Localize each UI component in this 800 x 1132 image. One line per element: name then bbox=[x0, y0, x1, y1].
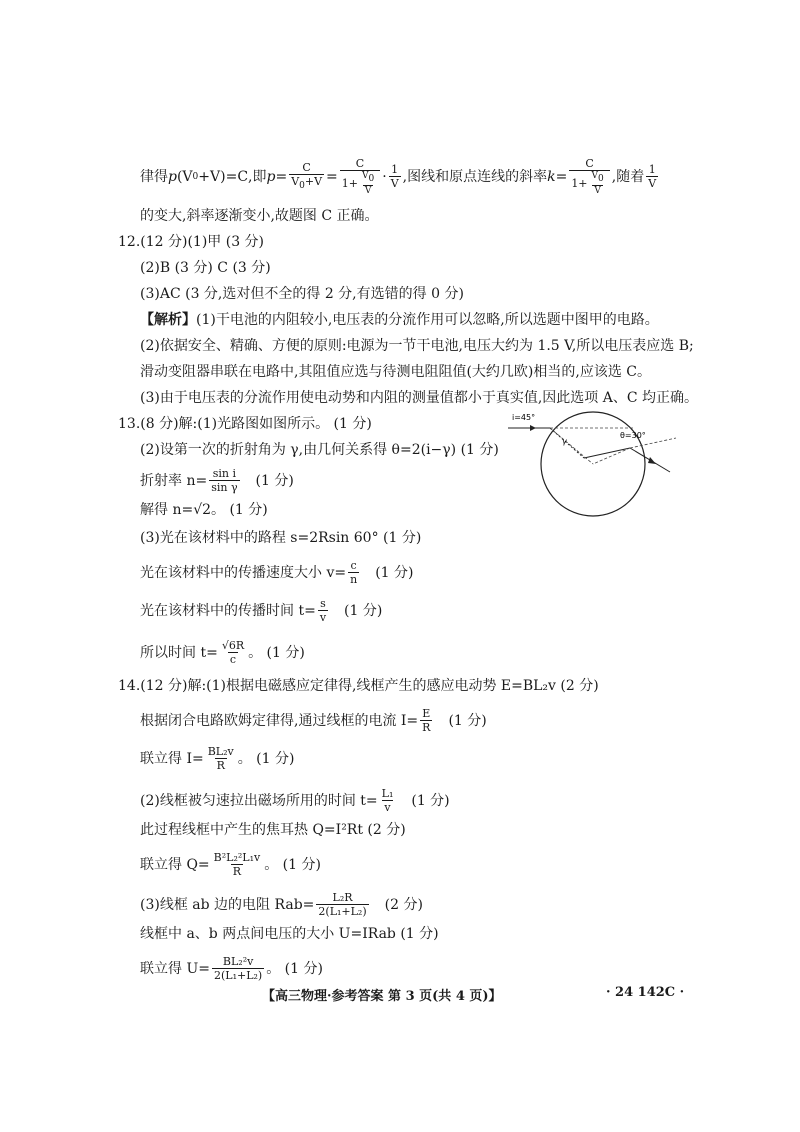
q14-step-8: 线框中 a、b 两点间电压的大小 U=IRab (1 分) bbox=[140, 926, 439, 942]
q13-step-7-label: 光在该材料中的传播时间 t= bbox=[140, 602, 316, 619]
q14-step-7-points: (2 分) bbox=[384, 896, 423, 913]
angle-theta-label: θ=30° bbox=[620, 431, 646, 440]
q14-step-7-num: L₂R bbox=[332, 891, 353, 904]
q14-step-4-num: L₁ bbox=[381, 787, 394, 800]
q13-step-2: (2)设第一次的折射角为 γ,由几何关系得 θ=2(i−γ) (1 分) bbox=[140, 442, 499, 458]
q13-step-3-points: (1 分) bbox=[255, 472, 294, 489]
q13-step-8-num: √6R bbox=[221, 639, 245, 652]
angle-i-label: i=45° bbox=[512, 413, 536, 422]
q14-step-9-points: 。 (1 分) bbox=[266, 960, 323, 977]
q14-step-3-num: BL₂v bbox=[207, 745, 234, 758]
q11-conclusion: 的变大,斜率逐渐变小,故题图 C 正确。 bbox=[140, 208, 379, 224]
q14-step-4 bbox=[140, 788, 450, 813]
q11-text-b: ,即 bbox=[248, 168, 267, 185]
q14-step-4-label: (2)线框被匀速拉出磁场所用的时间 t= bbox=[140, 792, 378, 809]
exit-arrow-icon bbox=[648, 457, 656, 464]
q13-step-7-den: v bbox=[319, 611, 327, 624]
q11-text-d: ,随着 bbox=[611, 168, 645, 185]
q14-step-2-points: (1 分) bbox=[448, 712, 487, 729]
q13-step-8-label: 所以时间 t= bbox=[140, 644, 218, 661]
q13-step-7-num: s bbox=[320, 597, 326, 610]
q12-title: 12.(12 分)(1)甲 (3 分) bbox=[118, 234, 265, 250]
q14-step-7 bbox=[140, 892, 423, 917]
q14-step-2 bbox=[140, 708, 487, 733]
refracted-ray-2 bbox=[584, 448, 630, 458]
q14-step-2-label: 根据闭合电路欧姆定律得,通过线框的电流 I= bbox=[140, 712, 419, 729]
q14-step-6-num: B²L₂²L₁v bbox=[213, 851, 261, 864]
q13-step-6 bbox=[140, 560, 413, 585]
q12-answer-3: (3)AC (3 分,选对但不全的得 2 分,有选错的得 0 分) bbox=[140, 286, 464, 302]
footer-code: · 24 142C · bbox=[606, 985, 685, 1000]
q13-step-6-num: c bbox=[350, 559, 357, 572]
q14-step-2-num: E bbox=[422, 707, 431, 720]
incident-arrow-icon bbox=[530, 425, 536, 431]
q13-step-7-points: (1 分) bbox=[344, 602, 383, 619]
angle-gamma-label: γ bbox=[562, 437, 567, 446]
q13-step-5: (3)光在该材料中的路程 s=2Rsin 60° (1 分) bbox=[140, 530, 422, 546]
q14-step-3-den: R bbox=[216, 759, 225, 772]
q14-step-9-num: BL₂²v bbox=[222, 955, 254, 968]
q13-step-4: 解得 n=√2。 (1 分) bbox=[140, 502, 268, 518]
q12-analysis-1 bbox=[140, 310, 659, 330]
q14-step-9 bbox=[140, 956, 323, 981]
q12-analysis-1-text: (1)干电池的内阻较小,电压表的分流作用可以忽略,所以选题中图甲的电路。 bbox=[196, 312, 659, 328]
q13-step-3 bbox=[140, 468, 294, 493]
q13-step-8-points: 。 (1 分) bbox=[248, 644, 305, 661]
q14-step-6-label: 联立得 Q= bbox=[140, 856, 210, 873]
q14-step-9-label: 联立得 U= bbox=[140, 960, 210, 977]
q14-step-4-den: v bbox=[384, 801, 391, 814]
q14-step-4-points: (1 分) bbox=[411, 792, 450, 809]
q13-step-8 bbox=[140, 640, 305, 665]
analysis-tag: 【解析】 bbox=[140, 312, 196, 328]
footer-title: 【高三物理·参考答案 第 3 页(共 4 页)】 bbox=[262, 989, 502, 1004]
q13-step-6-den: n bbox=[350, 573, 358, 586]
q14-step-2-den: R bbox=[422, 721, 431, 734]
q13-step-3-num: sin i bbox=[212, 467, 236, 480]
q14-step-3 bbox=[140, 746, 294, 771]
q14-step-6 bbox=[140, 852, 321, 877]
normal-line-2 bbox=[593, 448, 630, 464]
q13-step-7 bbox=[140, 598, 382, 623]
q13-step-6-label: 光在该材料中的传播速度大小 v= bbox=[140, 564, 347, 581]
q13-title: 13.(8 分)解:(1)光路图如图所示。 (1 分) bbox=[118, 416, 372, 432]
q12-analysis-3: 滑动变阻器串联在电路中,其阻值应选与待测电阻阻值(大约几欧)相当的,应该选 C。 bbox=[140, 364, 651, 380]
light-path-diagram bbox=[500, 406, 680, 522]
q14-step-7-label: (3)线框 ab 边的电阻 Rab= bbox=[140, 896, 315, 913]
q14-step-6-points: 。 (1 分) bbox=[264, 856, 321, 873]
q13-step-3-den: sin γ bbox=[211, 481, 238, 494]
q12-analysis-4: (3)由于电压表的分流作用使电动势和内阻的测量值都小于真实值,因此选项 A、C 均正确。 bbox=[140, 390, 699, 406]
q14-title: 14.(12 分)解:(1)根据电磁感应定律得,线框产生的感应电动势 E=BL₂v (2 分) bbox=[118, 678, 599, 694]
q13-step-8-den: c bbox=[229, 653, 237, 666]
q14-step-7-den: 2(L₁+L₂) bbox=[318, 905, 367, 918]
q11-text-c: ,图线和原点连线的斜率 bbox=[402, 168, 548, 185]
q14-step-9-den: 2(L₁+L₂) bbox=[213, 969, 263, 982]
page-footer bbox=[0, 985, 800, 1007]
q13-step-6-points: (1 分) bbox=[375, 564, 414, 581]
q13-step-3-label: 折射率 n= bbox=[140, 472, 208, 489]
q11-formula-line: 律得 p (V 0 +V)=C ,即 p = $\frac{C}{V_0+V}$ = C 1+ $\frac{V0}{V}$ · $\frac{1}{V}$ ,图线和原点连线的斜率 k = C 1+ $\frac{V0}{V}$ ,随着 $\frac{1}{V}$ bbox=[140, 157, 657, 196]
q12-answer-2: (2)B (3 分) C (3 分) bbox=[140, 260, 271, 276]
q14-step-3-points: 。 (1 分) bbox=[237, 750, 295, 767]
q12-analysis-2: (2)依据安全、精确、方便的原则:电源为一节干电池,电压大约为 1.5 V,所以电压表应选 B; bbox=[140, 338, 694, 354]
q14-step-3-label: 联立得 I= bbox=[140, 750, 204, 767]
q11-text-a: 律得 bbox=[140, 168, 168, 185]
q14-step-5: 此过程线框中产生的焦耳热 Q=I²Rt (2 分) bbox=[140, 822, 406, 838]
q14-step-6-den: R bbox=[232, 865, 242, 878]
